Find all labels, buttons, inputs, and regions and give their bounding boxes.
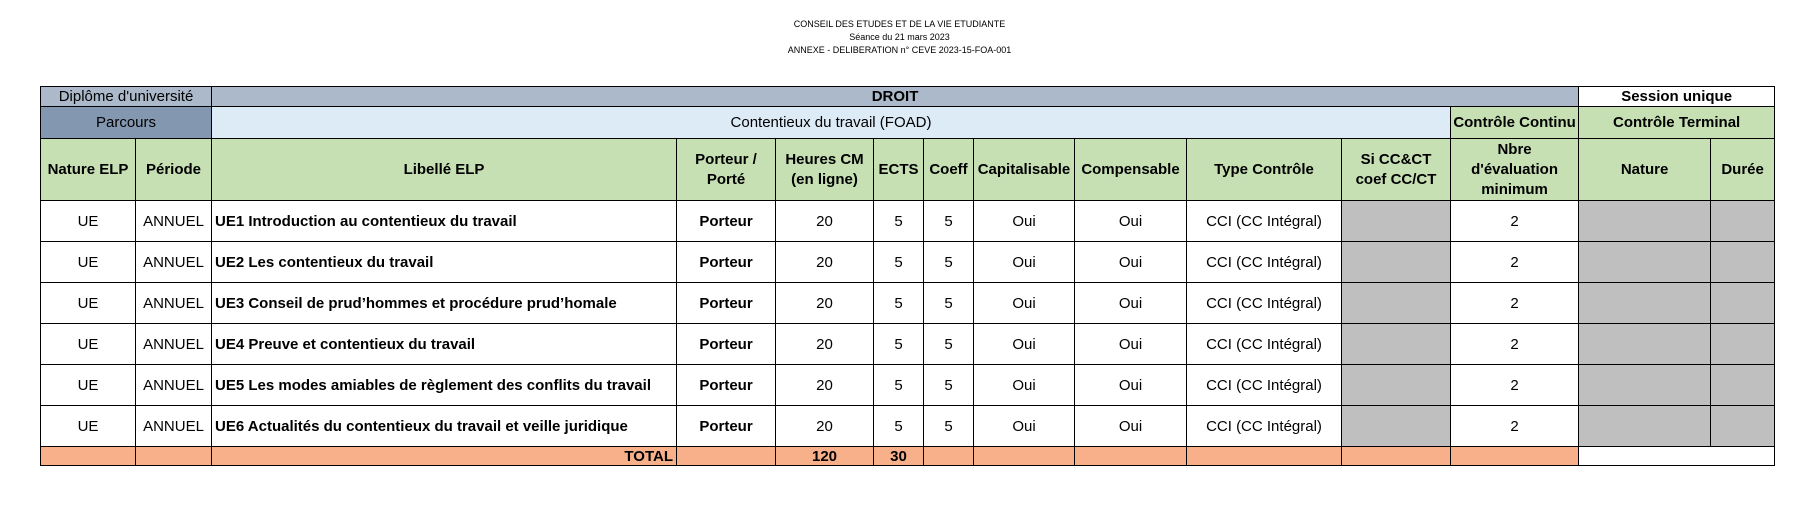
controle-terminal-header: Contrôle Terminal	[1579, 107, 1775, 139]
column-header-row	[41, 139, 1775, 201]
cell-libelle: UE3 Conseil de prud’hommes et procédure prud’homale	[212, 283, 677, 324]
cell-type-controle: CCI (CC Intégral)	[1187, 201, 1342, 242]
controle-continu-header: Contrôle Continu	[1451, 107, 1579, 139]
deliberation-reference: ANNEXE - DELIBERATION n° CEVE 2023-15-FOA-001	[787, 45, 1012, 55]
cell-duree	[1711, 365, 1775, 406]
council-title: CONSEIL DES ETUDES ET DE LA VIE ETUDIANTE	[793, 19, 1006, 29]
cell-nbre-evaluation: 2	[1451, 201, 1579, 242]
col-nature-elp: Nature ELP	[41, 139, 136, 201]
total-ects: 30	[874, 447, 924, 466]
total-empty-cell	[1342, 447, 1451, 466]
cell-duree	[1711, 201, 1775, 242]
cell-periode: ANNUEL	[136, 365, 212, 406]
cell-coeff: 5	[924, 201, 974, 242]
cell-heures: 20	[776, 242, 874, 283]
cell-coeff: 5	[924, 365, 974, 406]
cell-nature-elp: UE	[41, 365, 136, 406]
cell-periode: ANNUEL	[136, 201, 212, 242]
cell-duree	[1711, 406, 1775, 447]
col-nature: Nature	[1579, 139, 1711, 201]
session-date: Séance du 21 mars 2023	[849, 32, 950, 42]
cell-compensable: Oui	[1075, 242, 1187, 283]
cell-si-cc-ct	[1342, 242, 1451, 283]
cell-nbre-evaluation: 2	[1451, 242, 1579, 283]
cell-ects: 5	[874, 201, 924, 242]
cell-heures: 20	[776, 324, 874, 365]
total-heures: 120	[776, 447, 874, 466]
col-nbre-line1: Nbre	[1497, 140, 1532, 158]
cell-capitalisable: Oui	[974, 242, 1075, 283]
col-coeff: Coeff	[924, 139, 974, 201]
col-nbre-line2: d'évaluation	[1471, 160, 1559, 178]
table-row	[41, 242, 1775, 283]
col-heures	[776, 139, 874, 201]
cell-ects: 5	[874, 365, 924, 406]
cell-nbre-evaluation: 2	[1451, 283, 1579, 324]
cell-capitalisable: Oui	[974, 365, 1075, 406]
cell-porteur: Porteur	[677, 365, 776, 406]
cell-coeff: 5	[924, 324, 974, 365]
total-empty-cell	[41, 447, 136, 466]
cell-heures: 20	[776, 283, 874, 324]
total-blank-cell	[1579, 447, 1775, 466]
parcours-label: Parcours	[41, 107, 212, 139]
cell-si-cc-ct	[1342, 201, 1451, 242]
cell-si-cc-ct	[1342, 365, 1451, 406]
cell-duree	[1711, 324, 1775, 365]
cell-compensable: Oui	[1075, 324, 1187, 365]
table-row	[41, 283, 1775, 324]
table-row	[41, 365, 1775, 406]
cell-nature	[1579, 324, 1711, 365]
col-libelle: Libellé ELP	[212, 139, 677, 201]
cell-coeff: 5	[924, 242, 974, 283]
diploma-row	[41, 87, 1775, 107]
cell-porteur: Porteur	[677, 406, 776, 447]
total-empty-cell	[1187, 447, 1342, 466]
total-empty-cell	[974, 447, 1075, 466]
cell-duree	[1711, 283, 1775, 324]
cell-libelle: UE5 Les modes amiables de règlement des conflits du travail	[212, 365, 677, 406]
cell-heures: 20	[776, 201, 874, 242]
cell-periode: ANNUEL	[136, 242, 212, 283]
col-si-cc-ct	[1342, 139, 1451, 201]
total-empty-cell	[1075, 447, 1187, 466]
elp-table	[40, 86, 1775, 466]
cell-porteur: Porteur	[677, 324, 776, 365]
cell-capitalisable: Oui	[974, 406, 1075, 447]
cell-libelle: UE1 Introduction au contentieux du travail	[212, 201, 677, 242]
cell-libelle: UE6 Actualités du contentieux du travail et veille juridique	[212, 406, 677, 447]
total-empty-cell	[924, 447, 974, 466]
cell-type-controle: CCI (CC Intégral)	[1187, 242, 1342, 283]
total-row	[41, 447, 1775, 466]
cell-nature	[1579, 283, 1711, 324]
cell-compensable: Oui	[1075, 406, 1187, 447]
table-row	[41, 406, 1775, 447]
cell-nature-elp: UE	[41, 324, 136, 365]
cell-ects: 5	[874, 283, 924, 324]
cell-compensable: Oui	[1075, 201, 1187, 242]
col-type-controle: Type Contrôle	[1187, 139, 1342, 201]
cell-periode: ANNUEL	[136, 406, 212, 447]
col-si-cc-line1: Si CC&CT	[1360, 150, 1432, 168]
col-heures-line1: Heures CM	[785, 150, 864, 168]
cell-porteur: Porteur	[677, 283, 776, 324]
diploma-label: Diplôme d'université	[41, 87, 212, 107]
cell-si-cc-ct	[1342, 406, 1451, 447]
parcours-row	[41, 107, 1775, 139]
cell-nbre-evaluation: 2	[1451, 365, 1579, 406]
cell-capitalisable: Oui	[974, 283, 1075, 324]
cell-ects: 5	[874, 242, 924, 283]
cell-ects: 5	[874, 406, 924, 447]
cell-nature	[1579, 242, 1711, 283]
cell-compensable: Oui	[1075, 365, 1187, 406]
table-row	[41, 324, 1775, 365]
diploma-value: DROIT	[212, 87, 1579, 107]
cell-capitalisable: Oui	[974, 201, 1075, 242]
col-porteur	[677, 139, 776, 201]
cell-nbre-evaluation: 2	[1451, 324, 1579, 365]
cell-nature-elp: UE	[41, 283, 136, 324]
cell-coeff: 5	[924, 283, 974, 324]
session-label: Session unique	[1579, 87, 1775, 107]
cell-libelle: UE2 Les contentieux du travail	[212, 242, 677, 283]
total-empty-cell	[1451, 447, 1579, 466]
cell-nature-elp: UE	[41, 406, 136, 447]
cell-type-controle: CCI (CC Intégral)	[1187, 365, 1342, 406]
cell-libelle: UE4 Preuve et contentieux du travail	[212, 324, 677, 365]
col-capitalisable: Capitalisable	[974, 139, 1075, 201]
cell-nature	[1579, 406, 1711, 447]
cell-porteur: Porteur	[677, 201, 776, 242]
cell-nature	[1579, 365, 1711, 406]
cell-nbre-evaluation: 2	[1451, 406, 1579, 447]
table-row	[41, 201, 1775, 242]
cell-si-cc-ct	[1342, 324, 1451, 365]
cell-heures: 20	[776, 406, 874, 447]
col-porteur-line1: Porteur /	[695, 150, 757, 168]
total-label: TOTAL	[212, 447, 677, 466]
cell-nature-elp: UE	[41, 242, 136, 283]
total-empty-cell	[677, 447, 776, 466]
cell-ects: 5	[874, 324, 924, 365]
cell-periode: ANNUEL	[136, 283, 212, 324]
cell-duree	[1711, 242, 1775, 283]
col-periode: Période	[136, 139, 212, 201]
col-ects: ECTS	[874, 139, 924, 201]
cell-periode: ANNUEL	[136, 324, 212, 365]
col-heures-line2: (en ligne)	[791, 170, 858, 188]
cell-type-controle: CCI (CC Intégral)	[1187, 324, 1342, 365]
parcours-value: Contentieux du travail (FOAD)	[212, 107, 1451, 139]
cell-compensable: Oui	[1075, 283, 1187, 324]
col-nbre-line3: minimum	[1481, 180, 1548, 198]
col-compensable: Compensable	[1075, 139, 1187, 201]
cell-porteur: Porteur	[677, 242, 776, 283]
col-si-cc-line2: coef CC/CT	[1355, 170, 1437, 188]
cell-capitalisable: Oui	[974, 324, 1075, 365]
cell-nature	[1579, 201, 1711, 242]
cell-heures: 20	[776, 365, 874, 406]
cell-type-controle: CCI (CC Intégral)	[1187, 406, 1342, 447]
col-porteur-line2: Porté	[706, 170, 746, 188]
cell-coeff: 5	[924, 406, 974, 447]
total-empty-cell	[136, 447, 212, 466]
col-nbre-evaluation	[1451, 139, 1579, 201]
col-duree: Durée	[1711, 139, 1775, 201]
cell-nature-elp: UE	[41, 201, 136, 242]
cell-type-controle: CCI (CC Intégral)	[1187, 283, 1342, 324]
cell-si-cc-ct	[1342, 283, 1451, 324]
